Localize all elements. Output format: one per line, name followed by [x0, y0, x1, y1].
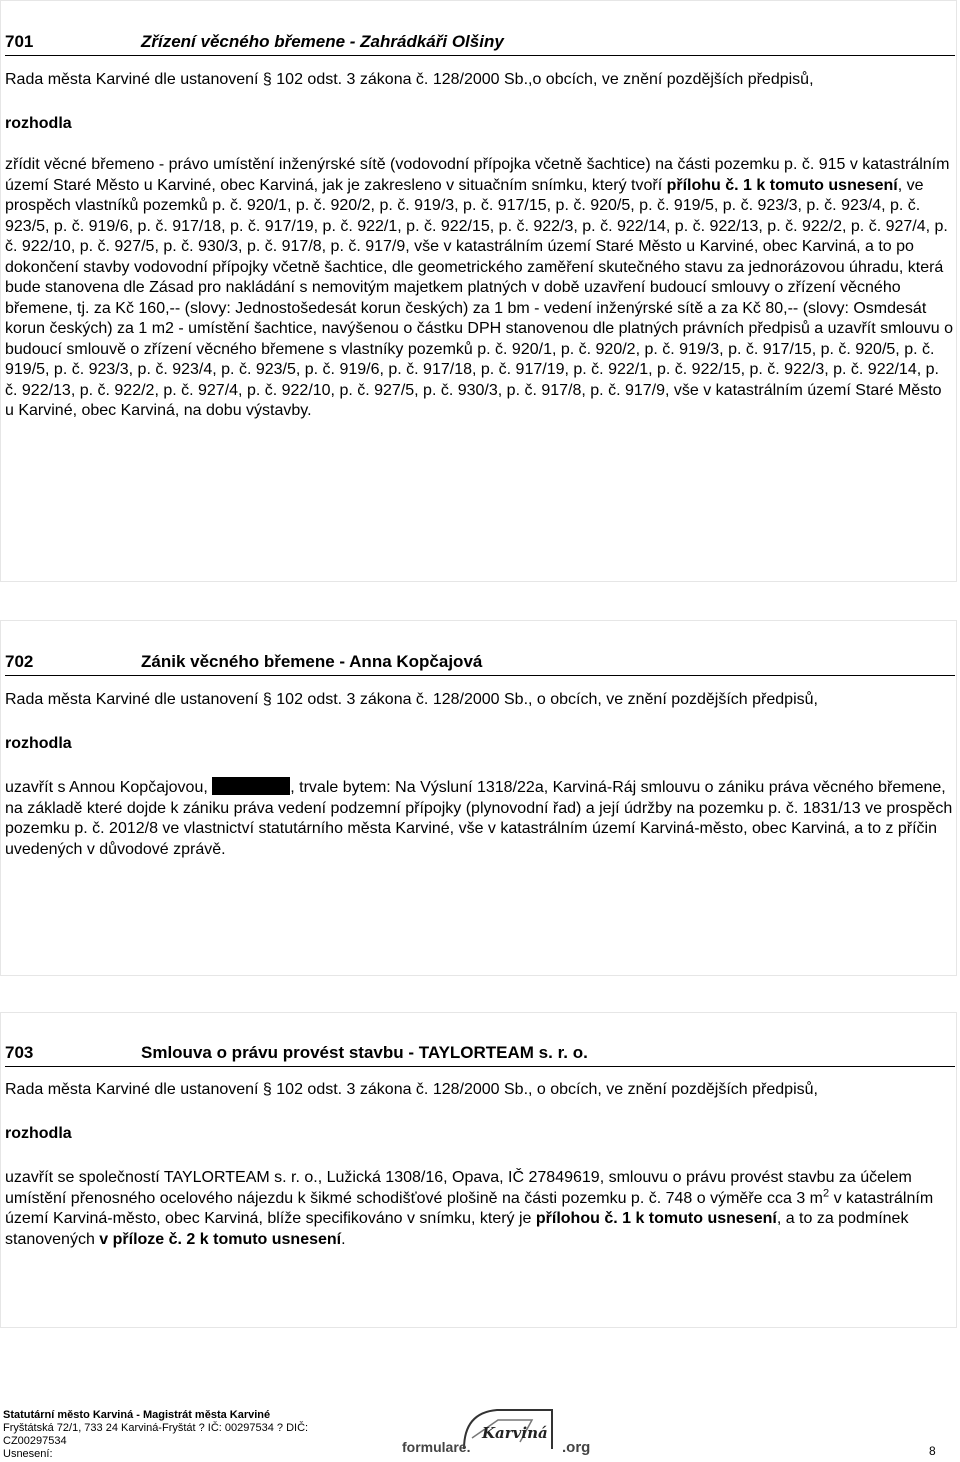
- svg-text:.org: .org: [562, 1439, 591, 1456]
- resolution-title: Zřízení věcného břemene - Zahrádkáři Olšiny: [141, 32, 504, 51]
- resolution-preamble: Rada města Karviné dle ustanovení § 102 odst. 3 zákona č. 128/2000 Sb., o obcích, ve znění pozdějších předpisů,: [5, 1081, 818, 1098]
- footer-vat-line: CZ00297534: [3, 1435, 67, 1447]
- resolution-701-header: [5, 32, 955, 56]
- resolution-verdict: rozhodla: [5, 1125, 72, 1142]
- footer-doc-label: Usnesení:: [3, 1448, 53, 1460]
- resolution-body: zřídit věcné břemeno - právo umístění inženýrské sítě (vodovodní přípojka včetně šachtice) na části pozemku p. č. 915 v katastrálním území Staré Město u Karviné, obec Karviná, jak je zakresleno v situačním snímku, který tvoří přílohu č. 1 k tomuto usnesení, ve prospěch vlastníků pozemků p. č. 920/1, p. č. 920/2, p. č. 919/3, p. č. 917/15, p. č. 920/5, p. č. 919/5, p. č. 923/3, p. č. 923/4, p. č. 923/5, p. č. 919/6, p. č. 917/18, p. č. 917/19, p. č. 922/1, p. č. 922/15, p. č. 922/3, p. č. 922/14, p. č. 922/13, p. č. 922/2, p. č. 927/4, p. č. 922/10, p. č. 927/5, p. č. 930/3, p. č. 917/8, p. č. 917/9, vše v katastrálním území Staré Město u Karviné, obec Karviná, a to po dokončení stavby vodovodní přípojky včetně šachtice, dle geometrického zaměření skutečného stavu za jednorázovou úhradu, která bude stanovena dle Zásad pro nakládání s nemovitým majetkem platných v době uzavření budoucí smlouvy o zřízení věcného břemene, tj. za Kč 160,-- (slovy: Jednostošedesát korun českých) za 1 bm - vedení inženýrské sítě a za Kč 80,-- (slovy: Osmdesát korun českých) za 1 m2 - umístění šachtice, navýšenou o částku DPH stanovenou dle platných právních předpisů a uzavřít smlouvu o budoucí smlouvě o zřízení věcného břemene s vlastníky pozemků p. č. 920/1, p. č. 920/2, p. č. 919/3, p. č. 917/15, p. č. 920/5, p. č. 919/5, p. č. 923/3, p. č. 923/4, p. č. 923/5, p. č. 919/6, p. č. 917/18, p. č. 917/19, p. č. 922/1, p. č. 922/15, p. č. 922/3, p. č. 922/14, p. č. 922/13, p. č. 922/2, p. č. 927/4, p. č. 922/10, p. č. 927/5, p. č. 930/3, p. č. 917/8, p. č. 917/9, vše v katastrálním území Staré Město u Karviné, obec Karviná, na dobu výstavby.: [5, 156, 954, 419]
- svg-text:formulare.: formulare.: [402, 1439, 471, 1455]
- formulare-karvina-logo: [402, 1408, 612, 1457]
- resolution-number: 703: [5, 1043, 34, 1062]
- resolution-preamble: Rada města Karviné dle ustanovení § 102 odst. 3 zákona č. 128/2000 Sb., o obcích, ve znění pozdějších předpisů,: [5, 691, 818, 708]
- page-number: 8: [929, 1444, 936, 1458]
- resolution-703-header: [5, 1043, 955, 1067]
- resolution-number: 701: [5, 32, 34, 51]
- resolution-preamble: Rada města Karviné dle ustanovení § 102 odst. 3 zákona č. 128/2000 Sb.,o obcích, ve znění pozdějších předpisů,: [5, 71, 814, 88]
- resolution-702-header: [5, 652, 955, 676]
- resolution-number: 702: [5, 652, 34, 671]
- resolution-verdict: rozhodla: [5, 735, 72, 752]
- svg-text:Karviná: Karviná: [482, 1424, 548, 1442]
- footer-address: [3, 1409, 323, 1461]
- resolution-title: Zánik věcného břemene - Anna Kopčajová: [141, 652, 483, 671]
- resolution-body: uzavřít se společností TAYLORTEAM s. r. o., Lužická 1308/16, Opava, IČ 27849619, smlouvu o právu provést stavbu za účelem umístění přenosného ocelového nájezdu k šikmé schodišťové plošině na části pozemku p. č. 748 o výměře cca 3 $m^2$ v katastrálním území Karviná-město, obec Karviná, blíže specifikováno v snímku, který je přílohou č. 1 k tomuto usnesení, a to za podmínek stanovených v příloze č. 2 k tomuto usnesení.: [5, 1169, 934, 1248]
- redaction-block: [212, 777, 290, 795]
- resolution-title: Smlouva o právu provést stavbu - TAYLORTEAM s. r. o.: [141, 1043, 588, 1062]
- footer-address-line: Fryštátská 72/1, 733 24 Karviná-Fryštát ? IČ: 00297534 ? DIČ:: [3, 1422, 309, 1434]
- resolution-verdict: rozhodla: [5, 115, 72, 132]
- resolution-body: uzavřít s Annou Kopčajovou, , trvale bytem: Na Výsluní 1318/22a, Karviná-Ráj smlouvu o zániku práva věcného břemene, na základě které dojde k zániku práva vedení podzemní přípojky (plynovodní řad) a její údržby na pozemku p. č. 1831/13 ve prospěch pozemku p. č. 2012/8 ve vlastnictví statutárního města Karviné, vše v katastrálním území Karviná-město, obec Karviná, a to z příčin uvedených v důvodové zprávě.: [5, 779, 953, 858]
- footer-org-name: Statutární město Karviná - Magistrát města Karviné: [3, 1409, 271, 1421]
